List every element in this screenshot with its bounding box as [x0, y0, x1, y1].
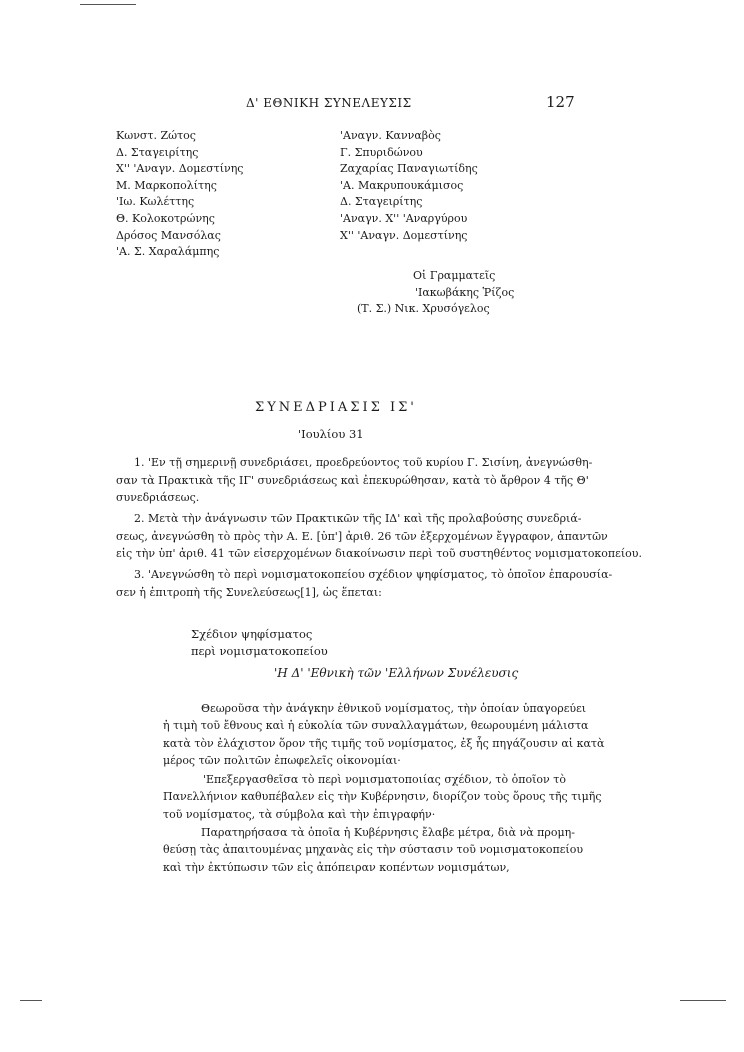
scan-line-top-left — [80, 4, 136, 5]
text-line: συνεδριάσεως. — [116, 491, 200, 505]
running-header: Δ' ΕΘΝΙΚΗ ΣΥΝΕΛΕΥΣΙΣ — [246, 96, 412, 110]
text-line: Παρατηρήσασα τὰ ὁποῖα ἡ Κυβέρνησις ἔλαβε μέτρα, διὰ νὰ προμη- — [201, 826, 575, 839]
decree-clause-2 — [163, 771, 602, 823]
session-title: ΣΥΝΕΔΡΙΑΣΙΣ ΙΣ' — [255, 400, 417, 415]
text-line: Θεωροῦσα τὴν ἀνάγκην ἐθνικοῦ νομίσματος, τὴν ὁποίαν ὑπαγορεύει — [201, 702, 587, 715]
text-line: θεύσῃ τὰς ἀπαιτουμένας μηχανὰς εἰς τὴν σύστασιν τοῦ νομισματοκοπείου — [163, 843, 584, 857]
draft-line: περὶ νομισματοκοπείου — [191, 644, 328, 658]
secretary-name: (Τ. Σ.) Νικ. Χρυσόγελος — [357, 302, 490, 316]
text-line: ἡ τιμὴ τοῦ ἔθνους καὶ ἡ εὐκολία τῶν συναλλαγμάτων, θεωρουμένη μάλιστα — [163, 719, 589, 733]
signatory: Ζαχαρίας Παναγιωτίδης — [340, 162, 478, 176]
page-number: 127 — [546, 93, 575, 111]
assembly-heading: 'Η Δ' 'Εθνικὴ τῶν 'Ελλήνων Συνέλευσις — [274, 666, 519, 680]
signatory: 'Αναγν. Κανναβὸς — [340, 129, 441, 142]
secretaries-block — [357, 268, 515, 318]
secretary-name: 'Ιακωβάκης Ῥίζος — [415, 285, 515, 299]
scan-line-bottom-right — [680, 1000, 726, 1001]
text-line: σεν ἡ ἐπιτροπὴ τῆς Συνελεύσεως[1], ὡς ἕπεται: — [116, 585, 382, 599]
signatory: Κωνστ. Ζώτος — [116, 129, 196, 142]
draft-heading — [191, 626, 328, 660]
signatory: Δ. Σταγειρίτης — [340, 195, 423, 209]
signatory: Μ. Μαρκοπολίτης — [116, 178, 217, 192]
text-line: 'Επεξεργασθεῖσα τὸ περὶ νομισματοποιίας σχέδιον, τὸ ὁποῖον τὸ — [203, 773, 566, 786]
text-line: σαν τὰ Πρακτικὰ τῆς ΙΓ' συνεδριάσεως καὶ ἐπεκυρώθησαν, κατὰ τὸ ἄρθρον 4 τῆς Θ' — [116, 473, 589, 487]
signatory: 'Α. Μακρυπουκάμισος — [340, 178, 464, 192]
text-line: κατὰ τὸν ἐλάχιστον ὅρον τῆς τιμῆς τοῦ νομίσματος, ἐξ ἧς πηγάζουσιν αἱ κατὰ — [163, 736, 605, 750]
signatories-left — [116, 128, 243, 261]
text-line: εἰς τὴν ὑπ' ἀριθ. 41 τῶν εἰσερχομένων διακοίνωσιν περὶ τοῦ συστηθέντος νομισματοκοπείου. — [116, 547, 642, 561]
minutes-paragraph-1 — [116, 454, 593, 507]
draft-line: Σχέδιον ψηφίσματος — [191, 627, 313, 641]
minutes-paragraph-3 — [116, 566, 613, 601]
text-line: Πανελλήνιον καθυπέβαλεν εἰς τὴν Κυβέρνησιν, διορίζον τοὺς ὅρους τῆς τιμῆς — [163, 790, 602, 804]
signatory: Δ. Σταγειρίτης — [116, 145, 199, 159]
signatory: 'Αναγν. Χ'' 'Αναργύρου — [340, 211, 468, 225]
text-line: τοῦ νομίσματος, τὰ σύμβολα καὶ τὴν ἐπιγραφήν· — [163, 807, 436, 821]
text-line: σεως, ἀνεγνώσθη τὸ πρὸς τὴν Α. Ε. [ὑπ'] ἀριθ. 26 τῶν ἐξερχομένων ἔγγραφον, ἀπαντῶν — [116, 529, 608, 543]
text-line: 2. Μετὰ τὴν ἀνάγνωσιν τῶν Πρακτικῶν τῆς ΙΔ' καὶ τῆς προλαβούσης συνεδριά- — [134, 512, 582, 525]
signatories-right — [340, 128, 478, 244]
signatory: Χ'' 'Αναγν. Δομεστίνης — [116, 162, 244, 176]
session-date: 'Ιουλίου 31 — [298, 427, 364, 441]
signatory: 'Ιω. Κωλέττης — [116, 195, 195, 209]
signatory: Χ'' 'Αναγν. Δομεστίνης — [340, 228, 468, 242]
signatory: Θ. Κολοκοτρώνης — [116, 211, 215, 225]
text-line: 1. 'Εν τῇ σημερινῇ συνεδριάσει, προεδρεύοντος τοῦ κυρίου Γ. Σισίνη, ἀνεγνώσθη- — [134, 456, 593, 469]
scan-line-bottom-left — [20, 1000, 42, 1001]
decree-clause-1 — [163, 700, 604, 770]
text-line: καὶ τὴν ἐκτύπωσιν τῶν εἰς ἀπόπειραν κοπέντων νομισμάτων, — [163, 860, 510, 874]
signatory: Δρόσος Μανσόλας — [116, 228, 221, 242]
signatory: Γ. Σπυριδώνου — [340, 145, 423, 159]
text-line: μέρος τῶν πολιτῶν ἐπωφελεῖς οἰκονομίαι· — [163, 754, 401, 768]
secretaries-heading: Οἱ Γραμματεῖς — [413, 269, 496, 282]
minutes-paragraph-2 — [116, 510, 642, 563]
text-line: 3. 'Ανεγνώσθη τὸ περὶ νομισματοκοπείου σχέδιον ψηφίσματος, τὸ ὁποῖον ἐπαρουσία- — [134, 568, 613, 581]
signatory: 'Α. Σ. Χαραλάμπης — [116, 245, 220, 259]
decree-clause-3 — [163, 824, 583, 876]
